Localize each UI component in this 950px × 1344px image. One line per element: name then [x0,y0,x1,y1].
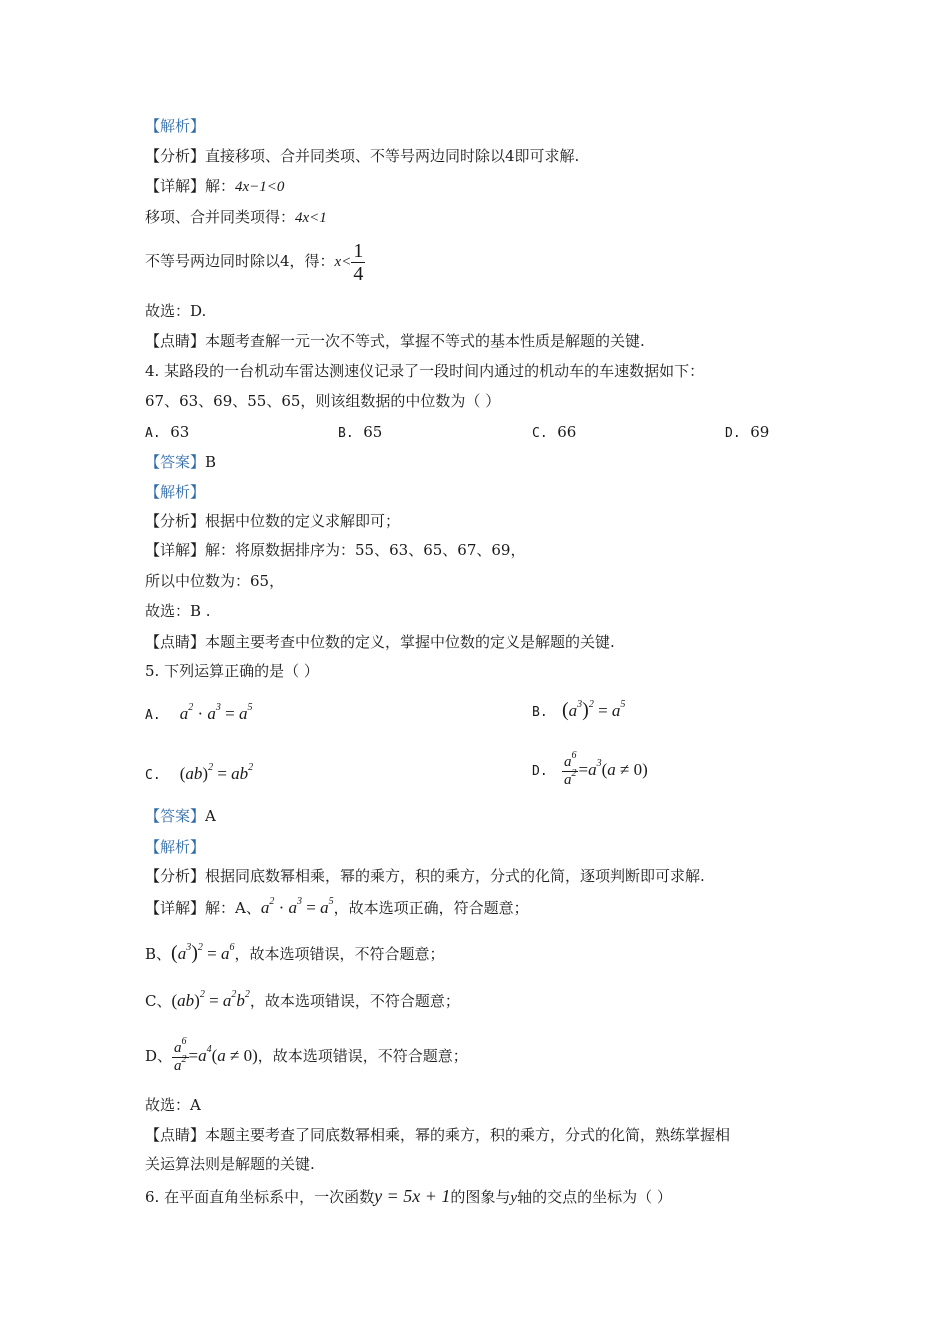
q5-detail-c-formula: $(ab)^2 = a^2b^2$ [171,989,250,1010]
q5-option-d-fraction: $\frac{a^6}{a^2}$ [563,749,577,788]
q3-step2-numerator: 1 [353,239,364,262]
q5-answer-tag: 【答案】 [145,807,206,825]
q5-answer-value: A [205,807,216,825]
q4-detail-tag: 【详解】 [145,541,206,559]
q4-stem-line2: 67、63、69、55、65，则该组数据的中位数为（ ） [145,392,501,410]
q4-option-a-label: A. [145,426,161,441]
q6-stem-mid: 的图象与 [450,1188,511,1206]
q6-stem-suffix: 轴的交点的坐标为（ ） [517,1188,672,1206]
q5-option-a [145,704,253,726]
q4-answer [145,452,216,472]
q3-step2-var: x< [334,254,352,270]
q5-detail-b-formula: $(a^3)^2 = a^6$ [171,942,235,964]
q5-detail-a-suffix: ，故本选项正确，符合题意； [333,899,529,917]
q3-dianjing-text: 本题考查解一元一次不等式，掌握不等式的基本性质是解题的关键. [205,332,645,350]
q5-dianjing [145,1125,730,1145]
q5-detail-d-rhs: $=a^4(a \ne 0)$ [188,1044,258,1065]
q3-analysis-tag: 【解析】 [145,117,206,135]
q3-step2-fraction [351,240,365,285]
q5-stem: 5. 下列运算正确的是（ ） [145,662,319,680]
q5-option-d-label: D. [532,764,548,779]
q5-option-b-label: B. [532,705,548,720]
q3-step1 [145,207,327,228]
q3-fenxi-text: 直接移项、合并同类项、不等号两边同时除以4即可求解. [205,147,580,165]
q4-option-d-value: 69 [750,423,770,441]
q3-detail [145,176,284,197]
q3-step2-denominator: 4 [353,262,364,285]
q4-option-b-value: 65 [363,423,383,441]
q5-option-b [532,700,625,723]
q6-stem-axis: y [510,1190,518,1206]
q4-option-b [338,422,382,444]
q4-option-c-label: C. [532,426,548,441]
q6-stem [145,1186,672,1208]
q5-detail-a-formula: $a^2 \cdot a^3 = a^5$ [260,896,334,917]
q4-median-line: 所以中位数为：65， [145,572,285,590]
q3-step1-expr: 4x<1 [295,210,327,226]
q5-detail-c [145,991,460,1011]
q5-option-c-formula: $(ab)^2 = ab^2$ [179,762,254,783]
q5-detail-a [145,898,529,918]
q5-option-d [532,748,648,794]
q3-fenxi [145,146,579,166]
q3-step1-text: 移项、合并同类项得： [145,208,296,226]
q5-detail-tag: 【详解】 [145,899,206,917]
q5-dianjing-tag: 【点睛】 [145,1126,206,1144]
q5-detail-b [145,943,444,964]
q4-answer-tag: 【答案】 [145,453,206,471]
q5-option-c-label: C. [145,768,161,783]
q4-fenxi [145,511,400,531]
q4-option-c [532,422,576,444]
q5-dianjing-line1: 本题主要考查了同底数幂相乘，幂的乘方，积的乘方，分式的化简，熟练掌握相 [205,1126,731,1144]
q5-fenxi-tag: 【分析】 [145,867,206,885]
q5-detail-d-suffix: ，故本选项错误，不符合题意； [257,1047,468,1065]
q3-step2 [145,236,365,287]
q3-detail-prefix: 解： [205,177,236,195]
q4-stem-line1: 4. 某路段的一台机动车雷达测速仪记录了一段时间内通过的机动车的车速数据如下： [145,362,705,380]
q3-step2-text: 不等号两边同时除以4，得： [145,252,335,270]
q5-detail-c-suffix: ，故本选项错误，不符合题意； [249,992,460,1010]
q3-dianjing [145,331,645,351]
q3-dianjing-tag: 【点睛】 [145,332,206,350]
q5-choice: 故选：A [145,1096,201,1114]
q3-fenxi-tag: 【分析】 [145,147,206,165]
q5-answer [145,806,216,826]
q4-detail-text: 解：将原数据排序为：55、63、65、67、69， [205,541,526,559]
q5-detail-prefix: 解：A、 [205,899,261,917]
q5-analysis-tag: 【解析】 [145,838,206,856]
q5-detail-b-prefix: B、 [145,945,172,963]
q3-choice: 故选：D. [145,302,207,320]
q5-detail-d-prefix: D、 [145,1047,173,1065]
q4-fenxi-text: 根据中位数的定义求解即可； [205,512,401,530]
q5-option-b-formula: $(a^3)^2 = a^5$ [561,699,626,721]
q5-detail-c-prefix: C、 [145,992,172,1010]
q4-option-a [145,422,189,444]
q5-fenxi-text: 根据同底数幂相乘，幂的乘方，积的乘方，分式的化简，逐项判断即可求解. [205,867,705,885]
q4-fenxi-tag: 【分析】 [145,512,206,530]
q4-option-d [725,422,769,444]
q5-detail-d-fraction: $\frac{a^6}{a^2}$ [174,1035,187,1074]
q5-detail-b-suffix: ，故本选项错误，不符合题意； [234,945,445,963]
q4-choice: 故选：B . [145,602,211,620]
q4-analysis-tag: 【解析】 [145,483,206,501]
q6-stem-prefix: 6. 在平面直角坐标系中，一次函数 [145,1188,375,1206]
q3-detail-tag: 【详解】 [145,177,206,195]
q5-dianjing-line2: 关运算法则是解题的关键. [145,1155,315,1173]
q4-answer-value: B [205,453,217,471]
q5-option-a-formula: $a^2 \cdot a^3 = a^5$ [179,702,253,723]
q4-option-c-value: 66 [557,423,577,441]
q4-option-d-label: D. [725,426,741,441]
q5-option-c [145,764,253,786]
q4-option-b-label: B. [338,426,354,441]
q4-dianjing [145,632,615,652]
q5-option-d-rhs: $=a^3(a \ne 0)$ [578,758,648,779]
q4-dianjing-tag: 【点睛】 [145,633,206,651]
q4-option-a-value: 63 [170,423,190,441]
q5-detail-d [145,1034,468,1078]
q4-dianjing-text: 本题主要考查中位数的定义，掌握中位数的定义是解题的关键. [205,633,615,651]
q5-option-a-label: A. [145,708,161,723]
q5-fenxi [145,866,705,886]
q4-detail [145,540,525,560]
q3-detail-expr: 4x−1<0 [235,179,285,195]
q6-stem-function: y = 5x + 1 [374,1186,451,1206]
